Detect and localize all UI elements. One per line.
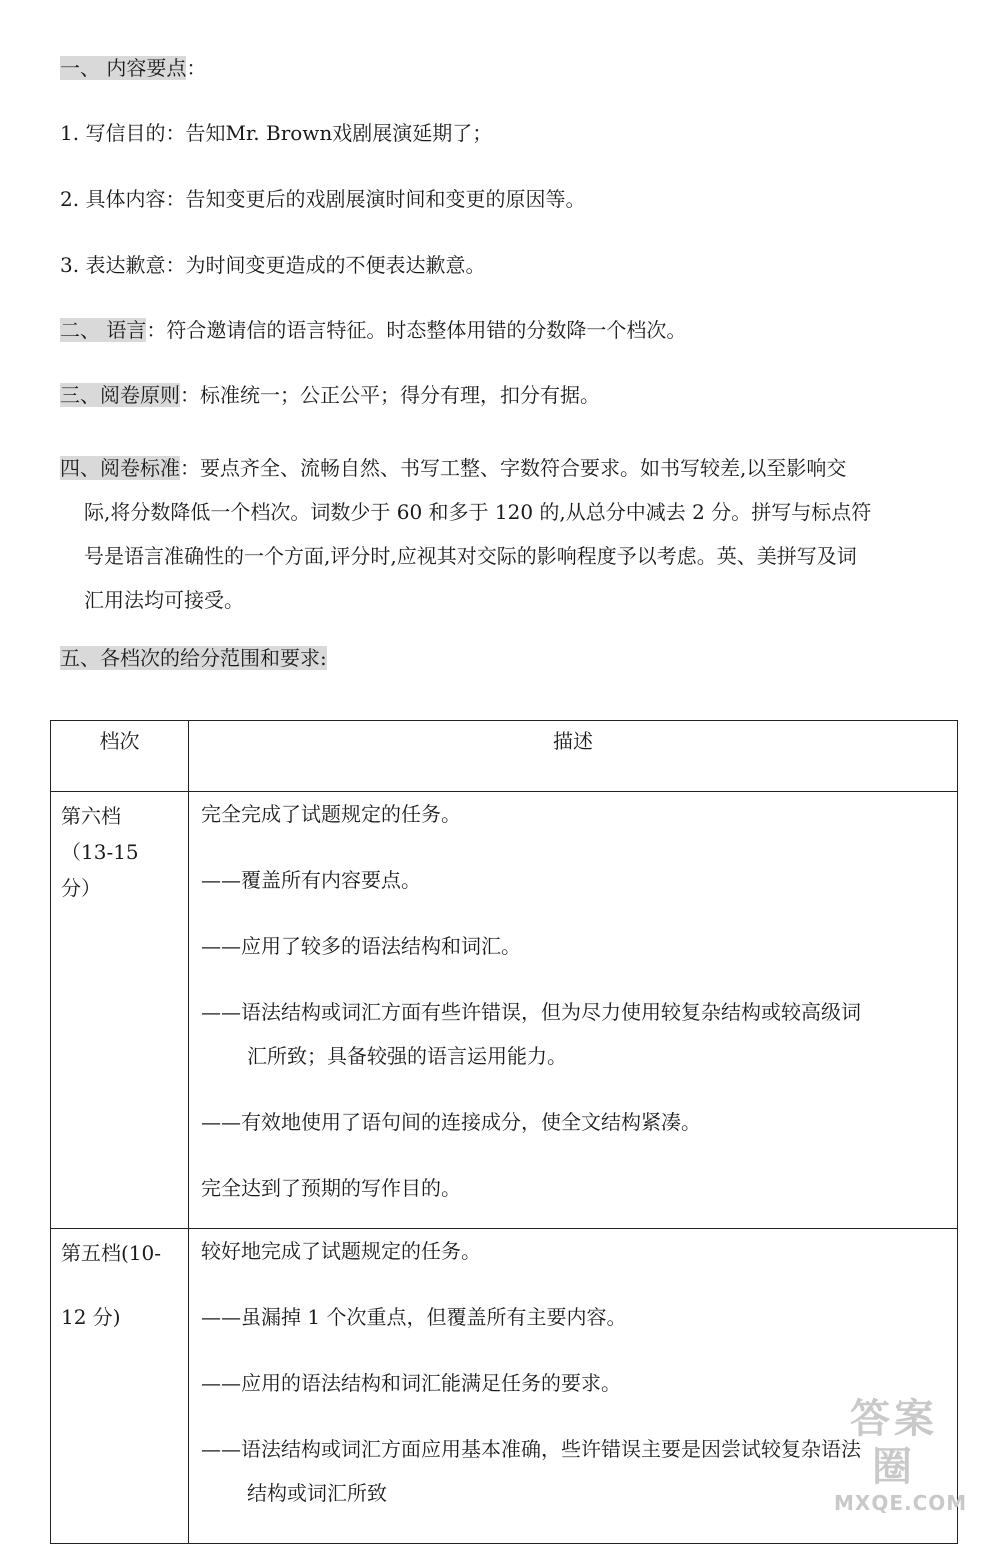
description-line: 较好地完成了试题规定的任务。	[201, 1239, 481, 1263]
section3-text: ：标准统一；公正公平；得分有理，扣分有据。	[180, 383, 600, 407]
section2-line	[60, 316, 686, 344]
description-line: ——虽漏掉 1 个次重点，但覆盖所有主要内容。	[201, 1305, 627, 1329]
description-line: ——应用的语法结构和词汇能满足任务的要求。	[201, 1371, 621, 1395]
table-row	[51, 1229, 958, 1544]
description-cell	[189, 792, 958, 1229]
tier-label: 第六档	[61, 804, 121, 828]
description-line: ——覆盖所有内容要点。	[201, 868, 421, 892]
tier-label: 第五档(10-	[61, 1241, 162, 1265]
section4-text-1: ：要点齐全、流畅自然、书写工整、字数符合要求。如书写较差,以至影响交	[180, 456, 847, 480]
section4-line-3: 号是语言准确性的一个方面,评分时,应视其对交际的影响程度予以考虑。英、美拼写及词	[84, 544, 857, 568]
description-line: 完全完成了试题规定的任务。	[201, 802, 461, 826]
section4-paragraph	[60, 446, 940, 622]
section1-heading-colon: ：	[186, 56, 207, 80]
table-header-row	[51, 721, 958, 792]
header-tier: 档次	[51, 721, 189, 792]
tier-cell	[51, 792, 189, 1229]
description-line: ——语法结构或词汇方面应用基本准确，些许错误主要是因尝试较复杂语法 结构或词汇所致	[201, 1437, 861, 1505]
section1-item-2: 2. 具体内容：告知变更后的戏剧展演时间和变更的原因等。	[60, 187, 586, 211]
watermark-logo	[834, 1395, 968, 1515]
tier-range: 12 分)	[61, 1305, 121, 1329]
scoring-table	[50, 720, 968, 1544]
description-line: ——应用了较多的语法结构和词汇。	[201, 934, 521, 958]
tier-range: （13-15	[61, 840, 139, 864]
section5-line	[60, 644, 327, 672]
description-line: 完全达到了预期的写作目的。	[201, 1176, 461, 1200]
section4-heading: 四、阅卷标准	[60, 456, 180, 480]
section1-item-3: 3. 表达歉意：为时间变更造成的不便表达歉意。	[60, 253, 486, 277]
section3-line	[60, 381, 600, 409]
section1-item-1: 1. 写信目的：告知Mr. Brown戏剧展演延期了；	[60, 121, 493, 145]
section1-heading-line	[60, 54, 206, 82]
tier-cell	[51, 1229, 189, 1544]
watermark-text: 答案圈	[850, 1396, 938, 1490]
section4-line-4: 汇用法均可接受。	[84, 588, 244, 612]
description-line: ——语法结构或词汇方面有些许错误，但为尽力使用较复杂结构或较高级词 汇所致；具备较强的语言运用能力。	[201, 1000, 861, 1068]
table-row	[51, 792, 958, 1229]
header-description: 描述	[189, 721, 958, 792]
description-line: ——有效地使用了语句间的连接成分，使全文结构紧凑。	[201, 1110, 701, 1134]
section2-text: ：符合邀请信的语言特征。时态整体用错的分数降一个档次。	[146, 318, 687, 342]
watermark-url: MXQE.COM	[834, 1491, 968, 1515]
section1-heading: 一、 内容要点	[60, 56, 187, 80]
section2-heading: 二、 语言	[60, 318, 147, 342]
section4-line-1	[60, 446, 940, 490]
section4-line-2: 际,将分数降低一个档次。词数少于 60 和多于 120 的,从总分中减去 2 分。拼写与标点符	[84, 500, 872, 524]
tier-range-unit: 分）	[61, 876, 101, 900]
section5-heading: 五、各档次的给分范围和要求:	[60, 646, 327, 670]
section3-heading: 三、阅卷原则	[60, 383, 180, 407]
